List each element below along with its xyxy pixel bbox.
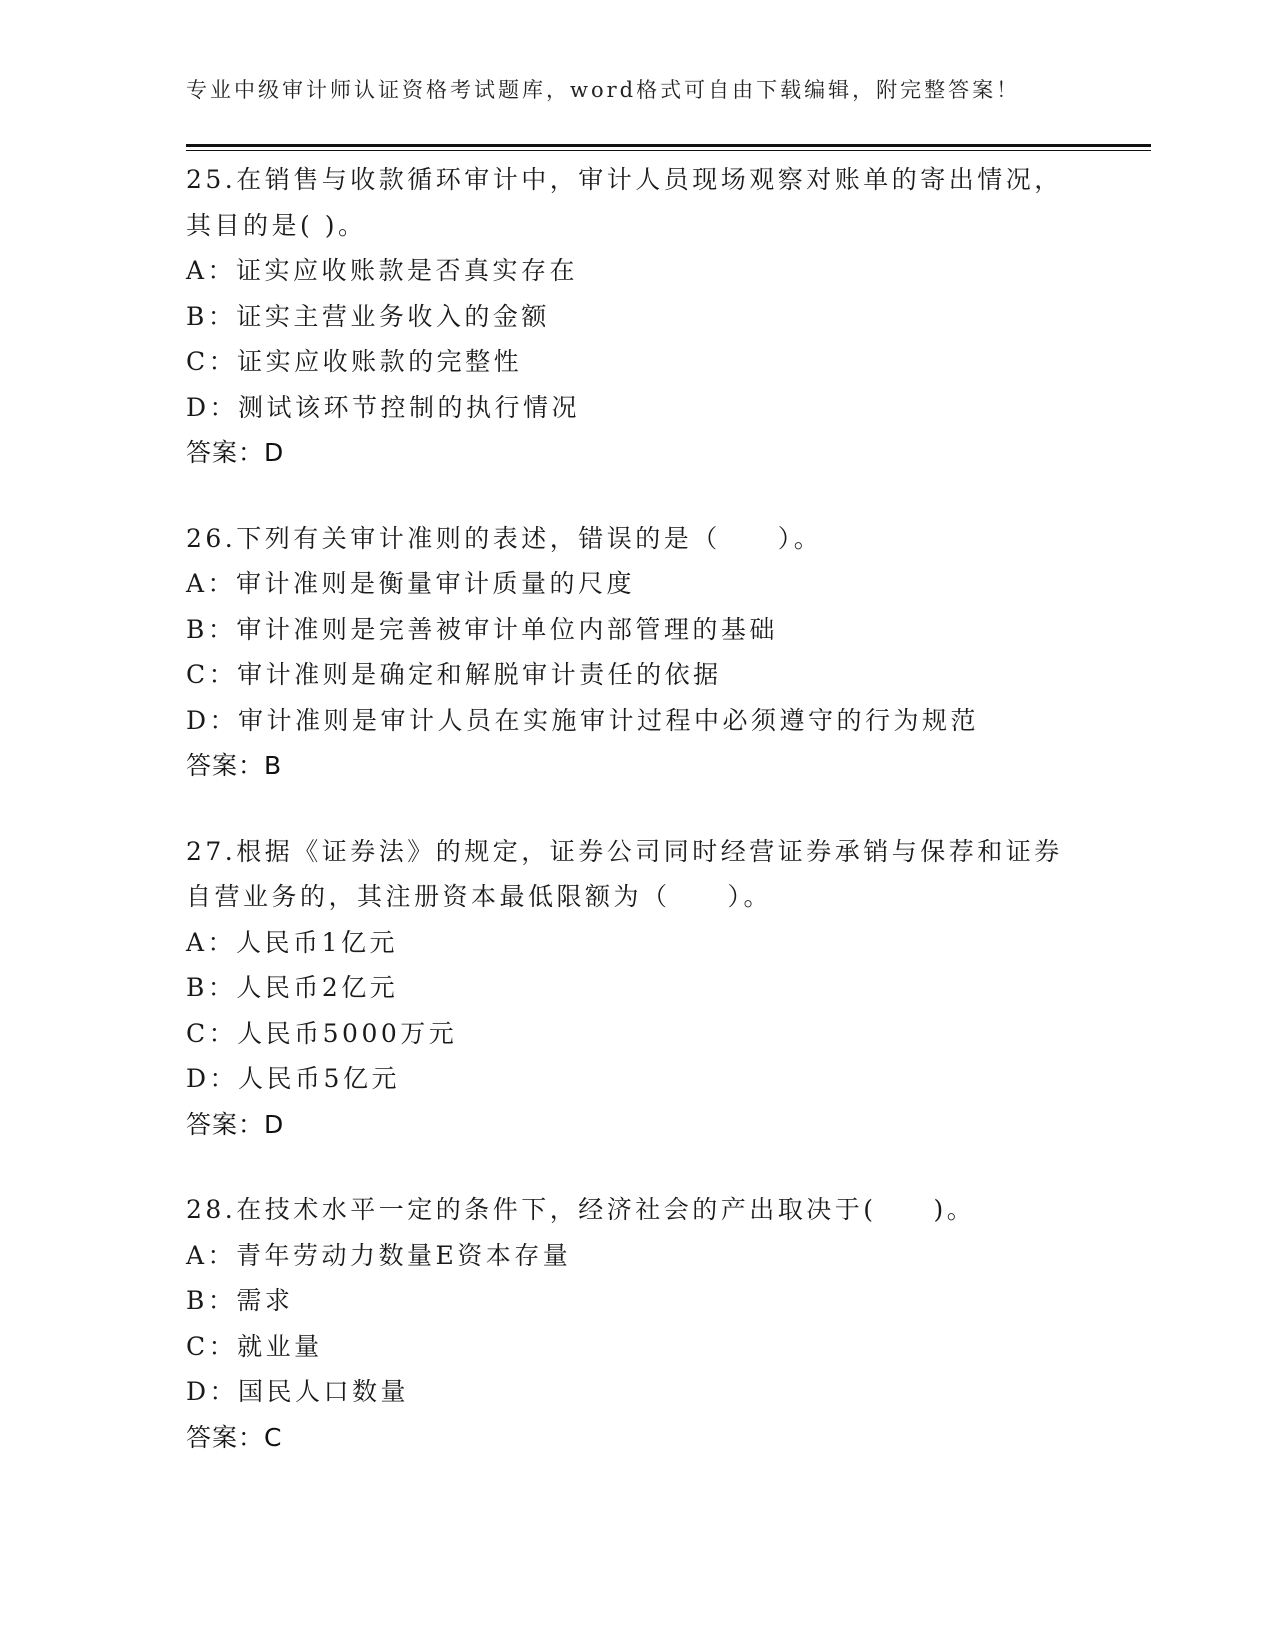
question-stem-line: 其目的是( )。 xyxy=(186,210,367,240)
page-header: 专业中级审计师认证资格考试题库，word格式可自由下载编辑，附完整答案！ xyxy=(186,78,1021,102)
option-d: D：测试该环节控制的执行情况 xyxy=(186,392,581,422)
question-27 xyxy=(186,829,1126,1148)
option-d: D：人民币5亿元 xyxy=(186,1064,400,1093)
question-stem-line: 25.在销售与收款循环审计中，审计人员现场观察对账单的寄出情况， xyxy=(186,165,1063,194)
option-b: B：人民币2亿元 xyxy=(186,973,399,1002)
question-list xyxy=(186,157,1126,1500)
question-stem-line: 自营业务的，其注册资本最低限额为（ ）。 xyxy=(186,882,773,911)
question-stem-line: 26.下列有关审计准则的表述，错误的是（ ）。 xyxy=(186,523,823,553)
option-b: B：审计准则是完善被审计单位内部管理的基础 xyxy=(186,614,778,644)
option-d: D：国民人口数量 xyxy=(186,1377,410,1406)
question-stem-line: 27.根据《证券法》的规定，证券公司同时经营证券承销与保荐和证券 xyxy=(186,836,1063,866)
question-26 xyxy=(186,516,1126,789)
option-a: A：审计准则是衡量审计质量的尺度 xyxy=(186,569,636,598)
option-a: A：青年劳动力数量E资本存量 xyxy=(186,1240,572,1270)
answer-line: 答案：B xyxy=(186,751,283,780)
answer-line: 答案：D xyxy=(186,1109,285,1139)
option-b: B：需求 xyxy=(186,1286,294,1315)
question-stem-line: 28.在技术水平一定的条件下，经济社会的产出取决于( )。 xyxy=(186,1195,976,1224)
option-c: C：审计准则是确定和解脱审计责任的依据 xyxy=(186,660,722,689)
option-a: A：证实应收账款是否真实存在 xyxy=(186,256,579,285)
option-c: C：证实应收账款的完整性 xyxy=(186,347,523,376)
option-a: A：人民币1亿元 xyxy=(186,927,398,957)
option-b: B：证实主营业务收入的金额 xyxy=(186,301,550,331)
answer-line: 答案：D xyxy=(186,438,285,467)
option-c: C：人民币5000万元 xyxy=(186,1018,458,1048)
question-25 xyxy=(186,157,1126,476)
answer-line: 答案：C xyxy=(186,1422,283,1452)
header-double-rule xyxy=(186,144,1151,151)
option-d: D：审计准则是审计人员在实施审计过程中必须遵守的行为规范 xyxy=(186,705,980,735)
option-c: C：就业量 xyxy=(186,1331,323,1361)
question-28 xyxy=(186,1187,1126,1460)
